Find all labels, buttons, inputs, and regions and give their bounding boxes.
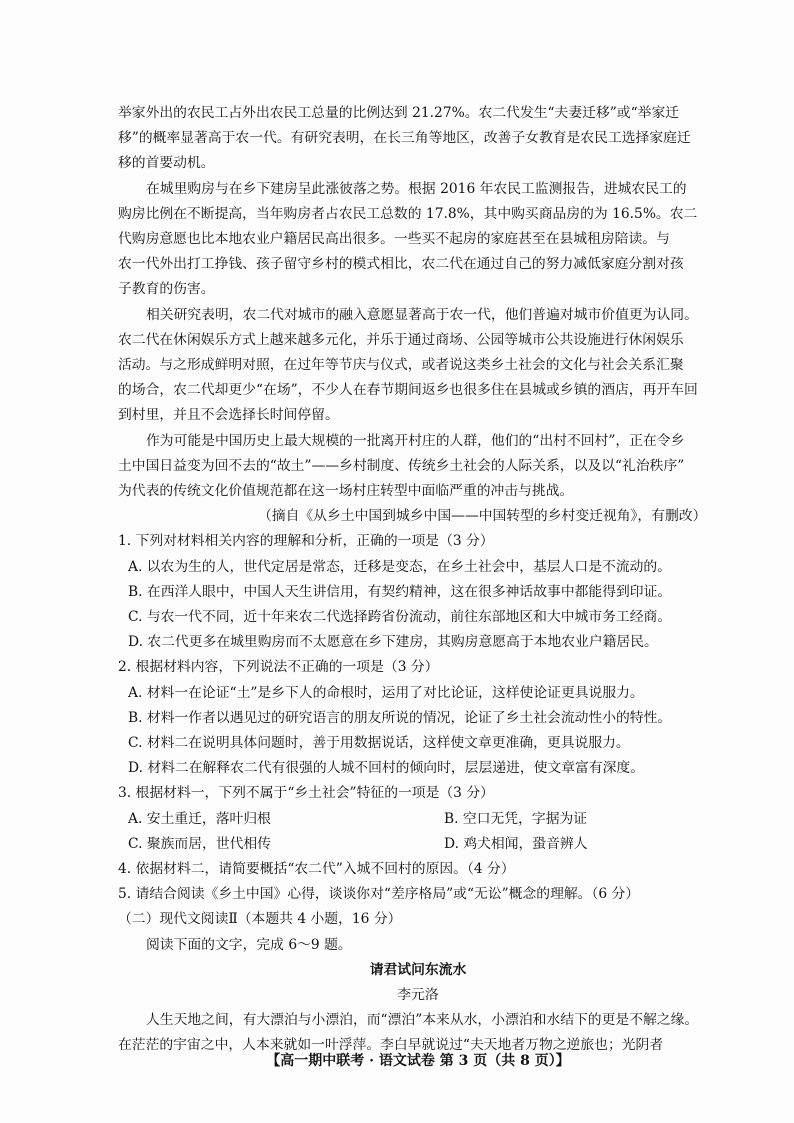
question-3-option-c[interactable]: C. 聚族而居，世代相传 [128,836,272,852]
question-3-option-b[interactable]: B. 空口无凭，字据为证 [444,810,588,827]
question-2-option-b[interactable]: B. 材料一作者以遇见过的研究语言的朋友所说的情况，论证了乡土社会流动性小的特性。 [128,710,672,726]
source-citation: （摘自《从乡土中国到城乡中国——中国转型的乡村变迁视角》，有删改） [258,508,707,524]
question-3-stem: 3. 根据材料一，下列不属于“乡土社会”特征的一项是（3 分） [118,785,494,801]
question-1-option-b[interactable]: B. 在西洋人眼中，中国人天生讲信用，有契约精神，这在很多神话故事中都能得到印证。 [128,584,672,600]
body-line: 代购房意愿也比本地农业户籍居民高出很多。一些买不起房的家庭甚至在县城租房陪读。与 [118,231,670,247]
body-line: 相关研究表明，农二代对城市的融入意愿显著高于农一代，他们普遍对城市价值更为认同。 [146,307,698,323]
body-line: 农二代在休闲娱乐方式上越来越多元化，并乐于通过商场、公园等城市公共设施进行休闲娱乐 [118,332,684,348]
body-line: 举家外出的农民工占外出农民工总量的比例达到 21.27%。农二代发生“夫妻迁移”或“举家迁 [118,105,680,121]
question-2-option-d[interactable]: D. 材料二在解释农二代有很强的人城不回村的倾向时，层层递进，使文章富有深度。 [128,760,645,776]
question-2-option-c[interactable]: C. 材料二在说明具体问题时，善于用数据说话，这样使文章更准确，更具说服力。 [128,735,630,751]
question-2-option-a[interactable]: A. 材料一在论证“土”是乡下人的命根时，运用了对比论证，这样使论证更具说服力。 [128,685,644,701]
body-line: 作为可能是中国历史上最大规模的一批离开村庄的人群，他们的“出村不回村”，正在令乡 [146,433,685,449]
article-line: 人生天地之间，有大漂泊与小漂泊，而“漂泊”本来从水，小漂泊和水结下的更是不解之缘。 [146,1012,699,1028]
article-title: 请君试问东流水 [369,962,467,978]
question-1-option-c[interactable]: C. 与农一代不同，近十年来农二代选择跨省份流动，前往东部地区和大中城市务工经商。 [128,609,672,625]
body-line: 农一代外出打工挣钱、孩子留守乡村的模式相比，农二代在通过自己的努力减低家庭分割对孩 [118,256,684,272]
section-two-heading: （二）现代文阅读Ⅱ（本题共 4 小题，16 分） [118,911,402,927]
question-2-stem: 2. 根据材料内容，下列说法不正确的一项是（3 分） [118,659,439,675]
question-3-option-d[interactable]: D. 鸡犬相闻，蛩音辨人 [444,835,588,852]
page-footer: 【高一期中联考 · 语文试卷 第 3 页（共 8 页）】 [266,1053,570,1069]
question-1-option-a[interactable]: A. 以农为生的人，世代定居是常态，迁移是变态，在乡土社会中，基层人口是不流动的。 [128,559,672,575]
body-line: 的场合，农二代却更少“在场”，不少人在春节期间返乡也很多住在县城或乡镇的酒店，再开车回 [118,382,698,398]
body-line: 活动。与之形成鲜明对照，在过年等节庆与仪式，或者说这类乡土社会的文化与社会关系汇聚 [118,357,684,373]
body-line: 到村里，并且不会选择长时间停留。 [118,407,339,423]
body-line: 土中国日益变为回不去的“故土”——乡村制度、传统乡土社会的人际关系，以及以“礼治秩序” [118,458,685,474]
body-line: 为代表的传统文化价值规范都在这一场村庄转型中面临严重的冲击与挑战。 [118,483,574,499]
question-5: 5. 请结合阅读《乡土中国》心得，谈谈你对“差序格局”或“无讼”概念的理解。（6 分） [118,886,640,902]
article-line: 在茫茫的宇宙之中，人本来就如一叶浮萍。李白早就说过“夫天地者万物之逆旅也；光阴者 [118,1037,664,1053]
body-line: 购房比例在不断提高，当年购房者占农民工总数的 17.8%，其中购买商品房的为 16.5%。农二 [118,206,698,222]
question-1-stem: 1. 下列对材料相关内容的理解和分析，正确的一项是（3 分） [118,533,494,549]
reading-instruction: 阅读下面的文字，完成 6～9 题。 [146,937,352,953]
article-author: 李元洛 [397,987,439,1003]
question-3-option-a[interactable]: A. 安土重迁，落叶归根 [128,811,271,827]
body-line: 移的首要动机。 [118,155,215,171]
body-line: 移”的概率显著高于农一代。有研究表明，在长三角等地区，改善子女教育是农民工选择家庭迁 [118,130,691,146]
body-line: 在城里购房与在乡下建房呈此涨彼落之势。根据 2016 年农民工监测报告，进城农民工的 [146,181,687,197]
body-line: 子教育的伤害。 [118,281,215,297]
question-1-option-d[interactable]: D. 农二代更多在城里购房而不太愿意在乡下建房，其购房意愿高于本地农业户籍居民。 [128,634,658,650]
question-4: 4. 依据材料二，请简要概括“农二代”入城不回村的原因。（4 分） [118,861,515,877]
